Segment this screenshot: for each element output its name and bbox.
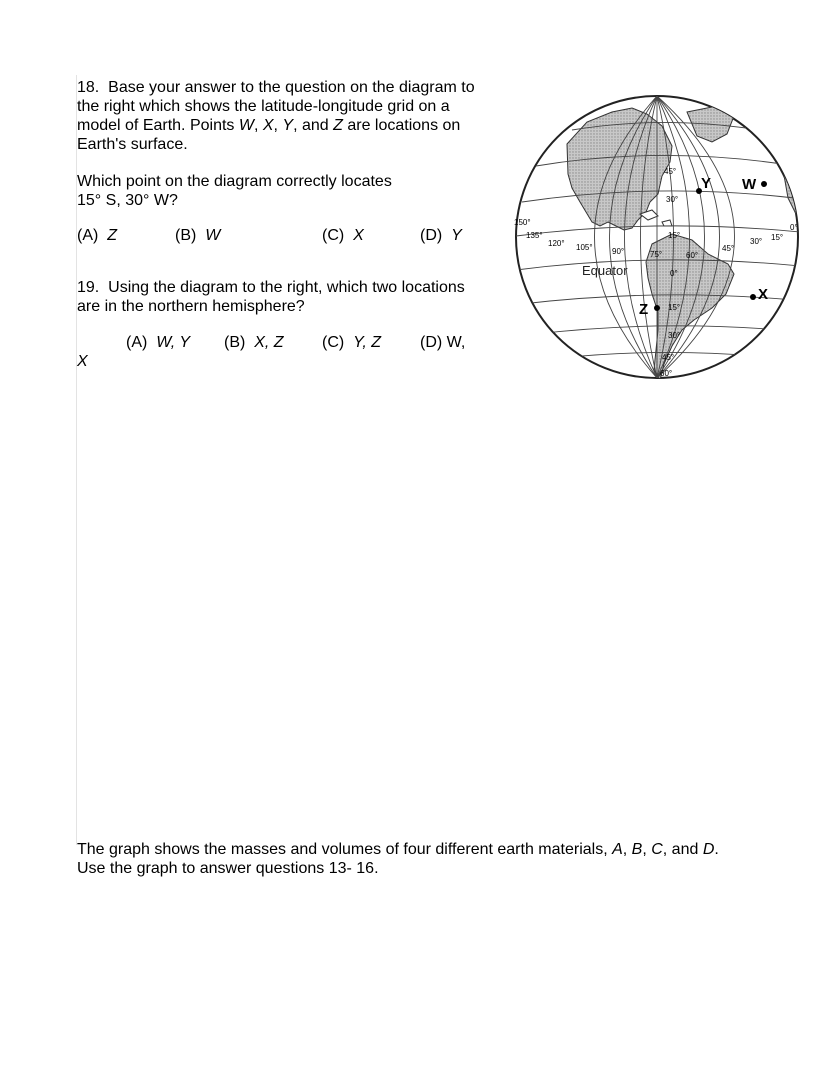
point-x-label: X	[758, 286, 769, 303]
q18-option-c[interactable]	[322, 227, 364, 245]
question-18-prompt	[77, 172, 487, 210]
point-y-label: Y	[701, 175, 712, 192]
point-z-label: Z	[639, 301, 649, 318]
lon-label: 105°	[576, 243, 593, 252]
point-z-ref: Z	[333, 117, 343, 134]
q19-option-b[interactable]	[224, 334, 284, 352]
intro-text: .	[714, 841, 719, 858]
option-text: W,	[446, 334, 466, 351]
option-text: Y	[451, 227, 462, 244]
stem-text: Base your answer to the question on the diagram to the right which shows the latitude-longitude grid on a model of Earth. Points	[77, 79, 475, 134]
lat-label: 15°	[668, 231, 681, 240]
stem-text: are locations on Earth's surface.	[77, 117, 461, 153]
intro-instruction: Use the graph to answer questions 13- 16.	[77, 860, 379, 877]
separator: , and	[662, 841, 703, 858]
lon-label: 90°	[612, 247, 625, 256]
option-text: X	[77, 353, 88, 370]
option-letter: (B)	[175, 227, 197, 244]
graph-intro	[77, 840, 777, 878]
question-18	[77, 78, 487, 210]
option-letter: (A)	[77, 227, 99, 244]
question-19	[77, 278, 487, 316]
point-y-ref: Y	[282, 117, 294, 134]
lon-label: 120°	[548, 239, 565, 248]
stem-text: Using the diagram to the right, which two locations are in the northern hemisphere?	[77, 279, 465, 315]
question-number: 18.	[77, 79, 100, 96]
lat-label: 45°	[664, 167, 677, 176]
option-text: W, Y	[156, 334, 190, 351]
q18-option-b[interactable]	[175, 227, 220, 245]
option-text: X	[353, 227, 364, 244]
lat-label: 45°	[662, 353, 675, 362]
globe-svg	[512, 94, 802, 382]
lon-label: 0°	[790, 223, 798, 232]
option-text: X, Z	[254, 334, 284, 351]
lat-label: 60°	[660, 369, 673, 378]
point-w-dot	[761, 181, 767, 187]
material-a-ref: A	[612, 841, 623, 858]
lat-label: 30°	[666, 195, 679, 204]
separator: ,	[622, 841, 632, 858]
material-d-ref: D	[702, 841, 715, 858]
lon-label: 75°	[650, 250, 663, 259]
separator: ,	[273, 117, 283, 134]
material-c-ref: C	[651, 841, 663, 858]
point-w-label: W	[742, 176, 757, 193]
option-letter: (B)	[224, 334, 246, 351]
option-letter: (C)	[322, 227, 345, 244]
lon-label: 45°	[722, 244, 735, 253]
point-w-ref: W	[238, 117, 254, 134]
prompt-line: Which point on the diagram correctly locates	[77, 173, 392, 190]
lon-label: 60°	[686, 251, 699, 260]
material-b-ref: B	[631, 841, 643, 858]
option-letter: (D)	[420, 334, 443, 351]
q19-option-d-wrap	[77, 353, 88, 371]
option-letter: (C)	[322, 334, 345, 351]
question-number: 19.	[77, 279, 100, 296]
question-18-stem	[77, 78, 487, 154]
intro-text: The graph shows the masses and volumes of four different earth materials,	[77, 841, 613, 858]
q18-option-d[interactable]	[420, 227, 462, 245]
q18-option-a[interactable]	[77, 227, 117, 245]
option-letter: (A)	[126, 334, 148, 351]
lon-label: 135°	[526, 231, 543, 240]
q19-option-c[interactable]	[322, 334, 381, 352]
separator: ,	[642, 841, 652, 858]
option-text: Z	[107, 227, 117, 244]
lat-label: 0°	[670, 269, 678, 278]
lon-label: 150°	[514, 218, 531, 227]
lat-label: 15°	[668, 303, 681, 312]
option-letter: (D)	[420, 227, 443, 244]
q19-option-a[interactable]	[126, 334, 190, 352]
point-z-dot	[654, 305, 660, 311]
lat-label: 30°	[668, 331, 681, 340]
q19-option-d[interactable]	[420, 334, 465, 352]
prompt-line: 15° S, 30° W?	[77, 192, 178, 209]
separator: ,	[253, 117, 263, 134]
lon-label: 15°	[771, 233, 784, 242]
point-x-dot	[750, 294, 756, 300]
globe-diagram	[512, 94, 802, 382]
lon-label: 30°	[750, 237, 763, 246]
separator: , and	[293, 117, 334, 134]
point-x-ref: X	[262, 117, 274, 134]
option-text: Y, Z	[353, 334, 381, 351]
equator-label: Equator	[582, 263, 628, 278]
option-text: W	[205, 227, 221, 244]
